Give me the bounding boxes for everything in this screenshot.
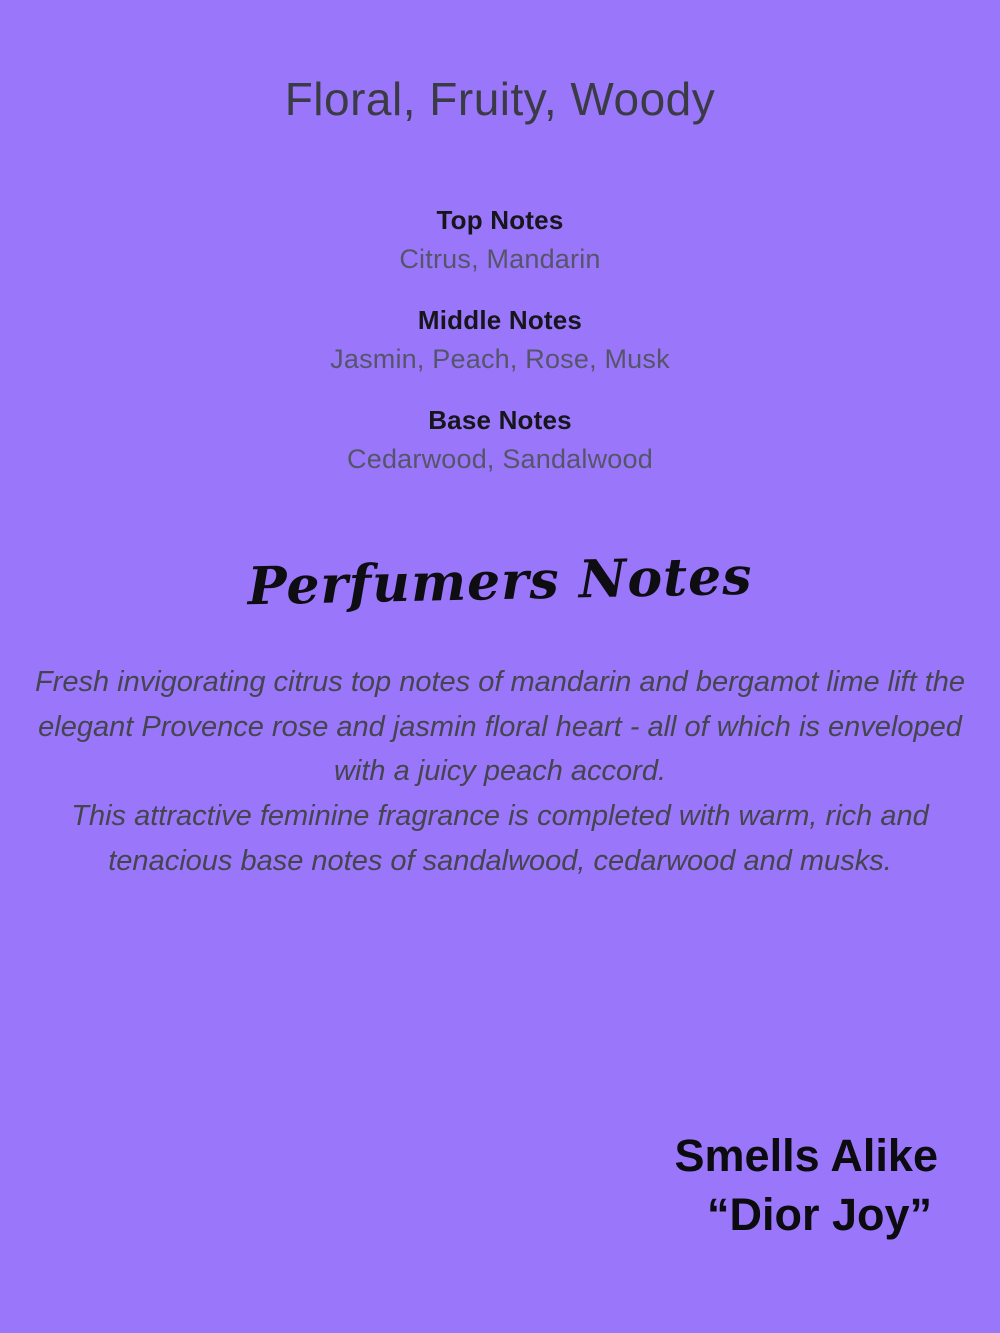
smells-alike-reference: “Dior Joy”	[706, 1189, 932, 1240]
note-value-top: Citrus, Mandarin	[399, 243, 601, 274]
note-group-top	[0, 205, 1000, 275]
note-group-base	[0, 405, 1000, 475]
note-group-middle	[0, 305, 1000, 375]
note-value-middle: Jasmin, Peach, Rose, Musk	[330, 343, 670, 374]
perfumers-notes-body	[0, 660, 1000, 885]
perfumers-notes-heading: Perfumers Notes	[246, 545, 754, 617]
note-value-base: Cedarwood, Sandalwood	[347, 443, 653, 474]
perfumers-paragraph-1: Fresh invigorating citrus top notes of mandarin and bergamot lime lift the elegant Provence rose and jasmin floral heart - all of which is enveloped with a juicy peach accord.	[34, 665, 966, 788]
notes-list	[0, 205, 1000, 475]
note-title-middle: Middle Notes	[417, 304, 583, 335]
smells-alike-label: Smells Alike	[674, 1130, 938, 1181]
page-title: Floral, Fruity, Woody	[284, 73, 716, 125]
smells-alike-block	[674, 1130, 938, 1240]
note-title-top: Top Notes	[436, 204, 564, 235]
note-title-base: Base Notes	[428, 404, 572, 435]
perfumers-paragraph-2: This attractive feminine fragrance is completed with warm, rich and tenacious base notes of sandalwood, cedarwood and musks.	[71, 800, 929, 878]
